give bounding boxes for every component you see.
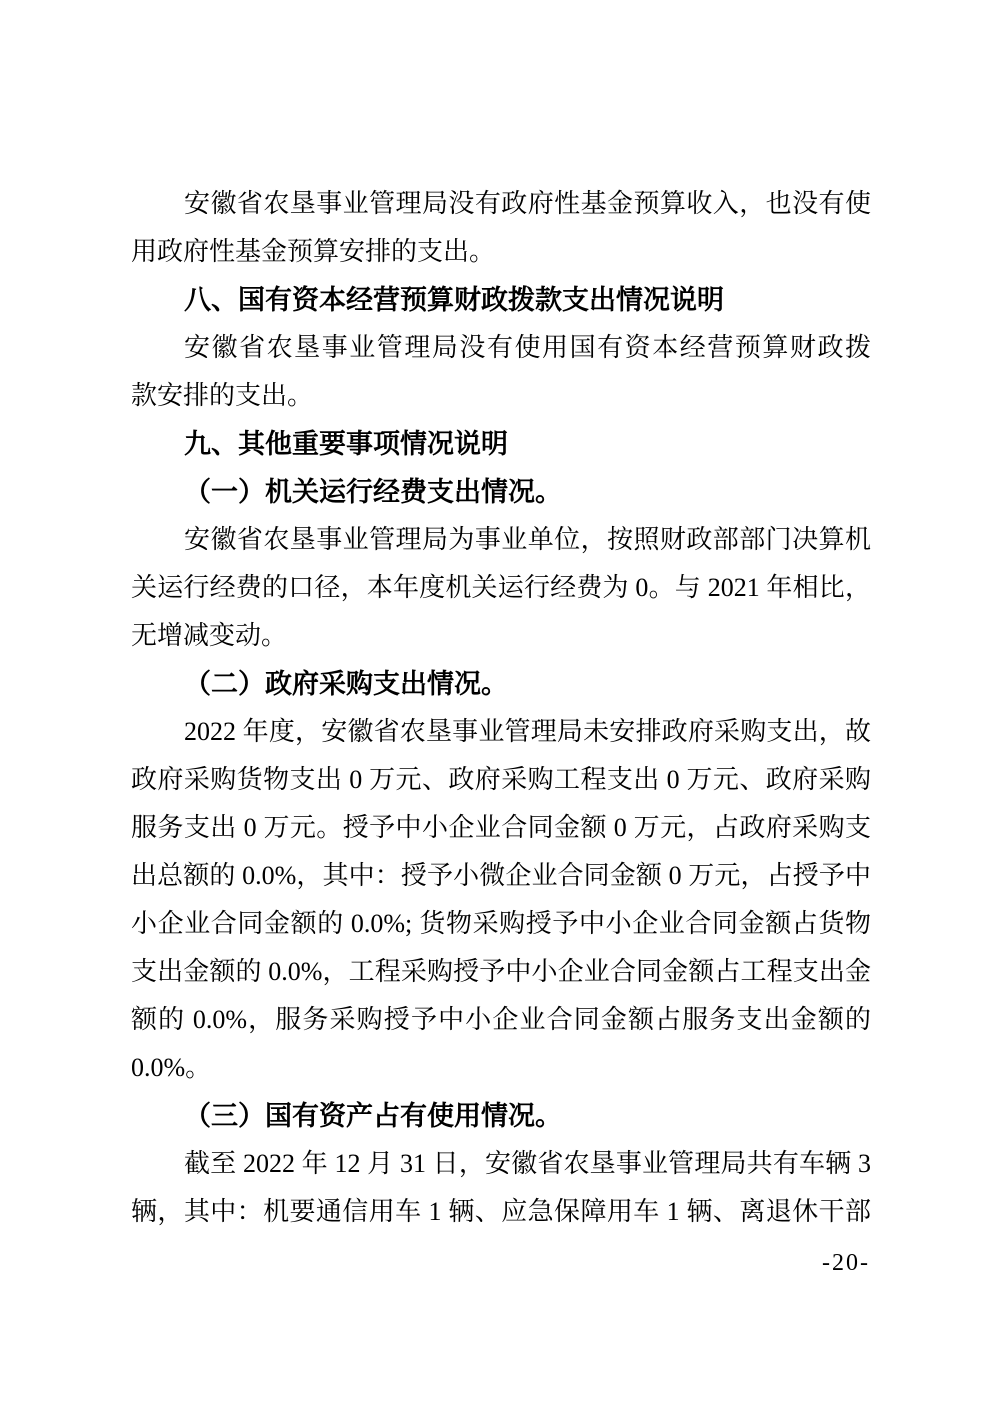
text-line: 款安排的支出。 <box>131 381 314 410</box>
document-body <box>131 180 871 1236</box>
subsection-heading: （一）机关运行经费支出情况。 <box>184 477 562 507</box>
text-line: 2022 年度，安徽省农垦事业管理局未安排政府采购支出，故 <box>184 717 871 746</box>
text-line: 服务支出 0 万元。授予中小企业合同金额 0 万元，占政府采购支 <box>131 813 871 842</box>
text-line: 安徽省农垦事业管理局没有政府性基金预算收入，也没有使 <box>184 189 871 218</box>
text-line: 辆，其中：机要通信用车 1 辆、应急保障用车 1 辆、离退休干部 <box>131 1197 871 1226</box>
text-line: 支出金额的 0.0%，工程采购授予中小企业合同金额占工程支出金 <box>131 957 871 986</box>
subsection-heading: （二）政府采购支出情况。 <box>184 669 508 699</box>
text-line: 关运行经费的口径，本年度机关运行经费为 0。与 2021 年相比， <box>131 573 871 602</box>
text-line: 小企业合同金额的 0.0%; 货物采购授予中小企业合同金额占货物 <box>131 909 871 938</box>
text-line: 无增减变动。 <box>131 621 288 650</box>
text-line: 额的 0.0%，服务采购授予中小企业合同金额占服务支出金额的 <box>131 1005 871 1034</box>
section-heading: 八、国有资本经营预算财政拨款支出情况说明 <box>184 285 724 315</box>
text-line: 截至 2022 年 12 月 31 日，安徽省农垦事业管理局共有车辆 3 <box>184 1149 871 1178</box>
text-line: 安徽省农垦事业管理局没有使用国有资本经营预算财政拨 <box>184 333 871 362</box>
subsection-heading: （三）国有资产占有使用情况。 <box>184 1101 562 1131</box>
page-number: -20- <box>822 1250 870 1276</box>
text-line: 用政府性基金预算安排的支出。 <box>131 237 496 266</box>
section-heading: 九、其他重要事项情况说明 <box>184 429 508 459</box>
text-line: 安徽省农垦事业管理局为事业单位，按照财政部部门决算机 <box>184 525 871 554</box>
text-line: 政府采购货物支出 0 万元、政府采购工程支出 0 万元、政府采购 <box>131 765 871 794</box>
text-line: 出总额的 0.0%，其中：授予小微企业合同金额 0 万元，占授予中 <box>131 861 871 890</box>
text-line: 0.0%。 <box>131 1053 212 1082</box>
